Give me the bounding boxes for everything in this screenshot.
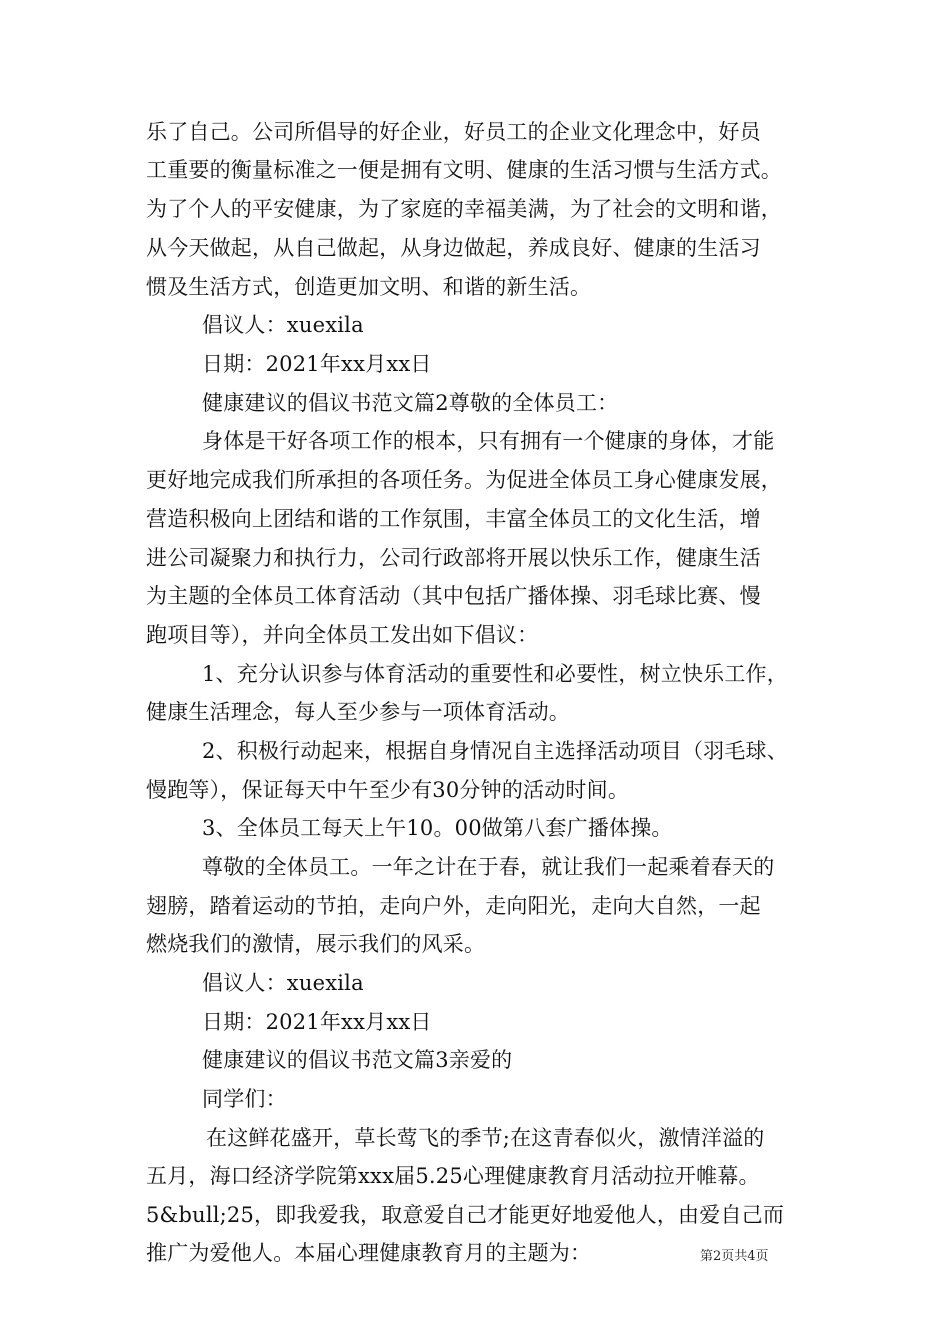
body-text-line: 五月，海口经济学院第xxx届5.25心理健康教育月活动拉开帷幕。	[146, 1164, 760, 1188]
body-text-line: 燃烧我们的激情，展示我们的风采。	[146, 932, 486, 956]
body-text-line: 营造积极向上团结和谐的工作氛围，丰富全体员工的文化生活，增	[146, 507, 761, 531]
body-text-line: 推广为爱他人。本届心理健康教育月的主题为：	[146, 1241, 592, 1265]
body-text-line: 身体是干好各项工作的根本，只有拥有一个健康的身体，才能	[202, 429, 775, 453]
body-text-line: 跑项目等），并向全体员工发出如下倡议：	[146, 623, 539, 647]
body-text-line: 慢跑等），保证每天中午至少有30分钟的活动时间。	[146, 778, 630, 802]
initiator-line: 倡议人：xuexila	[202, 313, 364, 337]
body-text-line: 乐了自己。公司所倡导的好企业，好员工的企业文化理念中，好员	[146, 120, 761, 144]
body-text-line: 进公司凝聚力和执行力，公司行政部将开展以快乐工作，健康生活	[146, 546, 761, 570]
body-text-line: 5&bull;25，即我爱我，取意爱自己才能更好地爱他人，由爱自己而	[146, 1203, 785, 1227]
body-text-line: 工重要的衡量标准之一便是拥有文明、健康的生活习惯与生活方式。	[146, 158, 782, 182]
date-line: 日期：2021年xx月xx日	[202, 352, 432, 376]
body-text-line: 在这鲜花盛开，草长莺飞的季节;在这青春似火，激情洋溢的	[206, 1126, 765, 1150]
body-text-line: 惯及生活方式，创造更加文明、和谐的新生活。	[146, 275, 592, 299]
body-text-line: 健康生活理念，每人至少参与一项体育活动。	[146, 700, 570, 724]
list-item-1: 1、充分认识参与体育活动的重要性和必要性，树立快乐工作，	[202, 662, 788, 686]
body-text-line: 为主题的全体员工体育活动（其中包括广播体操、羽毛球比赛、慢	[146, 584, 761, 608]
section-heading: 健康建议的倡议书范文篇2尊敬的全体员工：	[202, 391, 619, 415]
body-text-line: 从今天做起，从自己做起，从身边做起，养成良好、健康的生活习	[146, 236, 761, 260]
body-text-line: 为了个人的平安健康，为了家庭的幸福美满，为了社会的文明和谐，	[146, 197, 782, 221]
section-heading: 健康建议的倡议书范文篇3亲爱的	[202, 1048, 513, 1072]
body-text-line: 翅膀，踏着运动的节拍，走向户外，走向阳光，走向大自然，一起	[146, 894, 761, 918]
body-text-line: 尊敬的全体员工。一年之计在于春，就让我们一起乘着春天的	[202, 855, 775, 879]
list-item-3: 3、全体员工每天上午10。00做第八套广播体操。	[202, 816, 673, 840]
list-item-2: 2、积极行动起来，根据自身情况自主选择活动项目（羽毛球、	[202, 739, 788, 763]
date-line: 日期：2021年xx月xx日	[202, 1010, 432, 1034]
salutation-line: 同学们：	[202, 1087, 287, 1111]
initiator-line: 倡议人：xuexila	[202, 971, 364, 995]
body-text-line: 更好地完成我们所承担的各项任务。为促进全体员工身心健康发展，	[146, 468, 782, 492]
page-number: 第2页共4页	[700, 1249, 769, 1264]
